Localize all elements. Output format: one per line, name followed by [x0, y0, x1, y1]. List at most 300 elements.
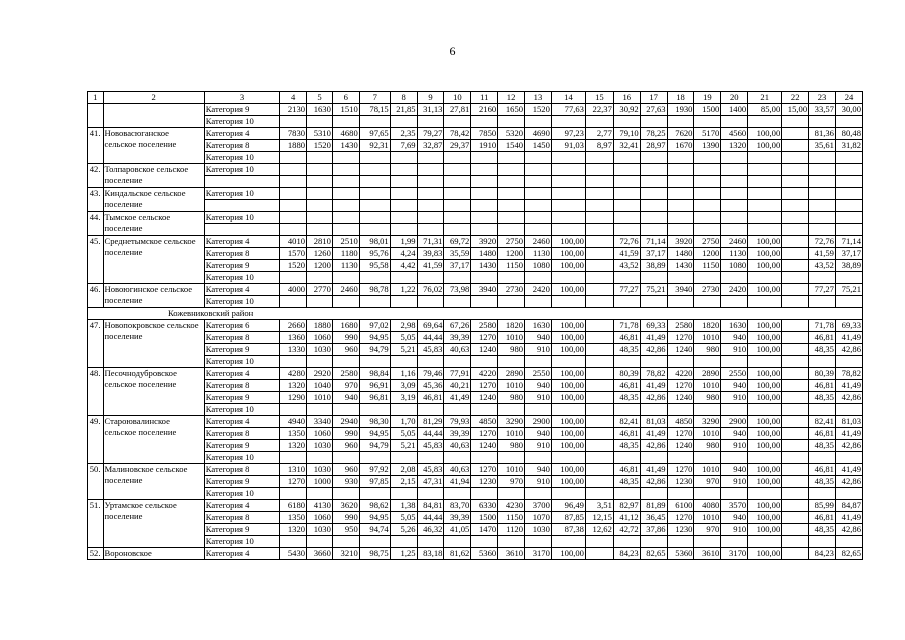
- value-cell: [748, 536, 782, 548]
- value-cell: 1010: [694, 380, 721, 392]
- value-cell: 94,95: [359, 512, 390, 524]
- value-cell: [332, 224, 359, 236]
- value-cell: [307, 212, 333, 224]
- category-cell: Категория 10: [204, 272, 279, 284]
- value-cell: [332, 116, 359, 128]
- value-cell: 990: [332, 512, 359, 524]
- value-cell: [835, 176, 862, 188]
- value-cell: 980: [694, 440, 721, 452]
- value-cell: 2730: [498, 284, 525, 296]
- value-cell: [782, 344, 809, 356]
- value-cell: 95,58: [359, 260, 390, 272]
- value-cell: [721, 188, 748, 200]
- value-cell: 73,98: [444, 284, 471, 296]
- value-cell: [471, 296, 498, 308]
- value-cell: [280, 536, 307, 548]
- value-cell: [782, 164, 809, 176]
- value-cell: [809, 404, 836, 416]
- value-cell: [390, 212, 417, 224]
- value-cell: [390, 224, 417, 236]
- value-cell: [667, 188, 694, 200]
- category-cell: Категория 10: [204, 452, 279, 464]
- value-cell: [782, 116, 809, 128]
- value-cell: 41,12: [613, 512, 640, 524]
- value-cell: 97,65: [359, 128, 390, 140]
- value-cell: 47,31: [417, 476, 444, 488]
- value-cell: [782, 212, 809, 224]
- value-cell: [835, 200, 862, 212]
- value-cell: [782, 380, 809, 392]
- value-cell: 1010: [498, 380, 525, 392]
- value-cell: 940: [525, 380, 552, 392]
- value-cell: 69,64: [417, 320, 444, 332]
- district-row: [88, 308, 863, 320]
- value-cell: [613, 188, 640, 200]
- value-cell: 100,00: [551, 476, 585, 488]
- value-cell: [585, 272, 613, 284]
- value-cell: [390, 152, 417, 164]
- value-cell: 78,82: [835, 368, 862, 380]
- value-cell: [613, 452, 640, 464]
- value-cell: 940: [525, 464, 552, 476]
- value-cell: 2890: [694, 368, 721, 380]
- value-cell: 1450: [525, 140, 552, 152]
- value-cell: [280, 200, 307, 212]
- value-cell: 33,57: [809, 104, 836, 116]
- value-cell: 79,93: [444, 416, 471, 428]
- value-cell: [782, 296, 809, 308]
- value-cell: 3210: [332, 548, 359, 560]
- value-cell: [748, 176, 782, 188]
- value-cell: 100,00: [748, 428, 782, 440]
- value-cell: [809, 488, 836, 500]
- value-cell: 1200: [694, 248, 721, 260]
- value-cell: 77,27: [613, 284, 640, 296]
- value-cell: [782, 224, 809, 236]
- value-cell: [585, 476, 613, 488]
- value-cell: 41,49: [835, 428, 862, 440]
- value-cell: [498, 212, 525, 224]
- value-cell: 39,39: [444, 428, 471, 440]
- value-cell: [444, 212, 471, 224]
- value-cell: 4280: [280, 368, 307, 380]
- value-cell: 2,08: [390, 464, 417, 476]
- value-cell: 30,92: [613, 104, 640, 116]
- value-cell: 4690: [525, 128, 552, 140]
- value-cell: [498, 488, 525, 500]
- value-cell: [551, 200, 585, 212]
- value-cell: 1910: [471, 140, 498, 152]
- value-cell: [332, 272, 359, 284]
- value-cell: 46,81: [613, 428, 640, 440]
- value-cell: 1480: [667, 248, 694, 260]
- value-cell: [332, 200, 359, 212]
- value-cell: 46,81: [613, 380, 640, 392]
- value-cell: [390, 116, 417, 128]
- value-cell: 42,86: [835, 392, 862, 404]
- value-cell: [748, 452, 782, 464]
- value-cell: [835, 296, 862, 308]
- value-cell: 31,82: [835, 140, 862, 152]
- value-cell: 69,72: [444, 236, 471, 248]
- value-cell: 81,36: [809, 128, 836, 140]
- value-cell: 940: [721, 464, 748, 476]
- value-cell: [640, 188, 667, 200]
- value-cell: [498, 200, 525, 212]
- value-cell: [525, 164, 552, 176]
- value-cell: 81,89: [640, 500, 667, 512]
- value-cell: [390, 272, 417, 284]
- value-cell: [280, 356, 307, 368]
- value-cell: 7620: [667, 128, 694, 140]
- value-cell: [359, 272, 390, 284]
- value-cell: [525, 272, 552, 284]
- value-cell: 84,81: [417, 500, 444, 512]
- value-cell: 980: [694, 344, 721, 356]
- column-header: 3: [204, 92, 279, 104]
- value-cell: [640, 152, 667, 164]
- value-cell: [417, 272, 444, 284]
- value-cell: 1270: [471, 380, 498, 392]
- settlement-number: 48.: [88, 368, 104, 416]
- value-cell: [640, 536, 667, 548]
- column-header: 17: [640, 92, 667, 104]
- value-cell: [640, 164, 667, 176]
- value-cell: 79,46: [417, 368, 444, 380]
- value-cell: [280, 116, 307, 128]
- value-cell: [390, 536, 417, 548]
- value-cell: [444, 116, 471, 128]
- value-cell: 4,42: [390, 260, 417, 272]
- value-cell: [585, 296, 613, 308]
- value-cell: 1500: [471, 512, 498, 524]
- value-cell: [585, 164, 613, 176]
- value-cell: [390, 404, 417, 416]
- value-cell: 82,65: [835, 548, 862, 560]
- value-cell: [280, 188, 307, 200]
- value-cell: 77,63: [551, 104, 585, 116]
- value-cell: [835, 224, 862, 236]
- value-cell: 100,00: [748, 260, 782, 272]
- value-cell: 910: [721, 440, 748, 452]
- value-cell: 5320: [498, 128, 525, 140]
- value-cell: 1010: [694, 464, 721, 476]
- value-cell: 6180: [280, 500, 307, 512]
- value-cell: 1820: [694, 320, 721, 332]
- value-cell: [471, 536, 498, 548]
- value-cell: 27,81: [444, 104, 471, 116]
- table-row: [88, 332, 863, 344]
- settlement-number: 41.: [88, 128, 104, 164]
- value-cell: 12,62: [585, 524, 613, 536]
- value-cell: [332, 212, 359, 224]
- value-cell: 39,39: [444, 332, 471, 344]
- value-cell: [585, 488, 613, 500]
- settlement-name: [103, 104, 204, 128]
- value-cell: [471, 212, 498, 224]
- value-cell: 69,33: [640, 320, 667, 332]
- value-cell: 82,97: [613, 500, 640, 512]
- category-cell: Категория 4: [204, 284, 279, 296]
- value-cell: [359, 176, 390, 188]
- value-cell: 1080: [525, 260, 552, 272]
- value-cell: 1270: [667, 464, 694, 476]
- value-cell: [585, 464, 613, 476]
- value-cell: 980: [694, 392, 721, 404]
- value-cell: 32,87: [417, 140, 444, 152]
- value-cell: [613, 176, 640, 188]
- value-cell: 48,35: [809, 440, 836, 452]
- value-cell: 100,00: [551, 464, 585, 476]
- value-cell: 1010: [498, 332, 525, 344]
- value-cell: 41,49: [444, 392, 471, 404]
- value-cell: 4000: [280, 284, 307, 296]
- value-cell: [667, 164, 694, 176]
- value-cell: [613, 404, 640, 416]
- settlement-name: Малиновское сельское поселение: [103, 464, 204, 500]
- table-row: [88, 152, 863, 164]
- value-cell: 48,35: [809, 524, 836, 536]
- value-cell: 48,35: [613, 344, 640, 356]
- settlement-number: 49.: [88, 416, 104, 464]
- value-cell: 1390: [694, 140, 721, 152]
- value-cell: 1320: [721, 140, 748, 152]
- value-cell: 27,63: [640, 104, 667, 116]
- value-cell: [640, 176, 667, 188]
- value-cell: 21,85: [390, 104, 417, 116]
- value-cell: [835, 188, 862, 200]
- value-cell: 1240: [667, 392, 694, 404]
- value-cell: [585, 452, 613, 464]
- value-cell: [498, 224, 525, 236]
- value-cell: [307, 224, 333, 236]
- value-cell: 32,41: [613, 140, 640, 152]
- district-label: Кожевниковский район: [88, 308, 863, 320]
- settlement-name: Нововасюганское сельское поселение: [103, 128, 204, 164]
- value-cell: [471, 488, 498, 500]
- value-cell: [782, 500, 809, 512]
- value-cell: 67,26: [444, 320, 471, 332]
- value-cell: [782, 488, 809, 500]
- category-cell: Категория 10: [204, 404, 279, 416]
- value-cell: [585, 188, 613, 200]
- value-cell: 910: [721, 476, 748, 488]
- table-row: [88, 344, 863, 356]
- value-cell: [694, 536, 721, 548]
- value-cell: [307, 488, 333, 500]
- value-cell: 1670: [667, 140, 694, 152]
- value-cell: 2420: [721, 284, 748, 296]
- value-cell: [782, 272, 809, 284]
- value-cell: 1320: [280, 440, 307, 452]
- value-cell: [471, 176, 498, 188]
- value-cell: 6330: [471, 500, 498, 512]
- value-cell: 77,27: [809, 284, 836, 296]
- value-cell: [585, 404, 613, 416]
- value-cell: [332, 152, 359, 164]
- category-cell: Категория 9: [204, 260, 279, 272]
- value-cell: 1000: [307, 476, 333, 488]
- category-cell: Категория 10: [204, 188, 279, 200]
- value-cell: 1,70: [390, 416, 417, 428]
- value-cell: 4230: [498, 500, 525, 512]
- value-cell: [748, 152, 782, 164]
- value-cell: [694, 272, 721, 284]
- value-cell: [585, 548, 613, 560]
- value-cell: [359, 152, 390, 164]
- value-cell: 85,99: [809, 500, 836, 512]
- value-cell: 4560: [721, 128, 748, 140]
- value-cell: [835, 536, 862, 548]
- value-cell: 950: [332, 524, 359, 536]
- value-cell: [585, 416, 613, 428]
- value-cell: [444, 296, 471, 308]
- value-cell: 77,91: [444, 368, 471, 380]
- value-cell: [498, 152, 525, 164]
- value-cell: [359, 488, 390, 500]
- value-cell: [809, 452, 836, 464]
- value-cell: 28,97: [640, 140, 667, 152]
- value-cell: 84,23: [613, 548, 640, 560]
- column-header: 20: [721, 92, 748, 104]
- value-cell: [471, 188, 498, 200]
- category-cell: [204, 200, 279, 212]
- value-cell: [307, 152, 333, 164]
- value-cell: [444, 452, 471, 464]
- value-cell: 41,49: [835, 380, 862, 392]
- value-cell: [551, 356, 585, 368]
- value-cell: 940: [721, 428, 748, 440]
- value-cell: 2890: [498, 368, 525, 380]
- value-cell: 41,49: [835, 332, 862, 344]
- value-cell: 2460: [525, 236, 552, 248]
- settlement-name: Тымское сельское поселение: [103, 212, 204, 236]
- value-cell: [417, 536, 444, 548]
- value-cell: 100,00: [748, 236, 782, 248]
- value-cell: 84,23: [809, 548, 836, 560]
- value-cell: [498, 272, 525, 284]
- value-cell: [332, 488, 359, 500]
- value-cell: 48,35: [613, 440, 640, 452]
- value-cell: [782, 368, 809, 380]
- value-cell: 1630: [307, 104, 333, 116]
- value-cell: 4010: [280, 236, 307, 248]
- value-cell: [585, 440, 613, 452]
- value-cell: [694, 452, 721, 464]
- value-cell: 42,86: [835, 476, 862, 488]
- value-cell: 42,86: [640, 392, 667, 404]
- value-cell: 1430: [332, 140, 359, 152]
- value-cell: [471, 224, 498, 236]
- value-cell: 41,49: [835, 512, 862, 524]
- value-cell: 4,24: [390, 248, 417, 260]
- value-cell: 1150: [498, 260, 525, 272]
- value-cell: [782, 416, 809, 428]
- value-cell: 41,05: [444, 524, 471, 536]
- value-cell: 5,26: [390, 524, 417, 536]
- value-cell: [525, 224, 552, 236]
- value-cell: 71,31: [417, 236, 444, 248]
- value-cell: 100,00: [748, 284, 782, 296]
- value-cell: 1010: [694, 428, 721, 440]
- value-cell: 87,38: [551, 524, 585, 536]
- value-cell: 41,59: [613, 248, 640, 260]
- value-cell: 1150: [694, 260, 721, 272]
- value-cell: [809, 152, 836, 164]
- value-cell: 48,35: [809, 476, 836, 488]
- value-cell: [809, 224, 836, 236]
- table-row: [88, 548, 863, 560]
- value-cell: 1350: [280, 512, 307, 524]
- value-cell: 75,21: [835, 284, 862, 296]
- value-cell: [809, 176, 836, 188]
- value-cell: [694, 116, 721, 128]
- table-row: [88, 272, 863, 284]
- category-cell: [204, 176, 279, 188]
- value-cell: 42,86: [835, 344, 862, 356]
- value-cell: 1270: [667, 380, 694, 392]
- category-cell: Категория 10: [204, 356, 279, 368]
- value-cell: [613, 212, 640, 224]
- value-cell: [444, 272, 471, 284]
- value-cell: [444, 404, 471, 416]
- value-cell: 100,00: [748, 368, 782, 380]
- value-cell: 910: [525, 476, 552, 488]
- table-row: [88, 476, 863, 488]
- value-cell: [835, 164, 862, 176]
- value-cell: [359, 200, 390, 212]
- column-header: 13: [525, 92, 552, 104]
- value-cell: 46,81: [809, 512, 836, 524]
- table-row: [88, 536, 863, 548]
- value-cell: 44,44: [417, 512, 444, 524]
- value-cell: 1270: [471, 464, 498, 476]
- value-cell: [640, 404, 667, 416]
- value-cell: 12,15: [585, 512, 613, 524]
- value-cell: 100,00: [748, 128, 782, 140]
- value-cell: 4130: [307, 500, 333, 512]
- value-cell: [809, 536, 836, 548]
- value-cell: [667, 200, 694, 212]
- value-cell: 1260: [307, 248, 333, 260]
- value-cell: 2730: [694, 284, 721, 296]
- value-cell: 41,49: [640, 332, 667, 344]
- value-cell: [585, 284, 613, 296]
- value-cell: 980: [498, 392, 525, 404]
- category-cell: Категория 10: [204, 152, 279, 164]
- value-cell: 83,18: [417, 548, 444, 560]
- value-cell: 3,51: [585, 500, 613, 512]
- value-cell: [585, 368, 613, 380]
- value-cell: [667, 272, 694, 284]
- value-cell: [782, 284, 809, 296]
- value-cell: 98,30: [359, 416, 390, 428]
- value-cell: 1270: [280, 476, 307, 488]
- category-cell: Категория 4: [204, 500, 279, 512]
- value-cell: 3340: [307, 416, 333, 428]
- value-cell: [417, 224, 444, 236]
- value-cell: 15,00: [782, 104, 809, 116]
- value-cell: 100,00: [551, 416, 585, 428]
- category-cell: Категория 9: [204, 524, 279, 536]
- value-cell: 46,81: [613, 332, 640, 344]
- value-cell: 910: [721, 392, 748, 404]
- value-cell: 100,00: [551, 368, 585, 380]
- value-cell: 2510: [332, 236, 359, 248]
- value-cell: [280, 164, 307, 176]
- value-cell: [307, 536, 333, 548]
- value-cell: 36,45: [640, 512, 667, 524]
